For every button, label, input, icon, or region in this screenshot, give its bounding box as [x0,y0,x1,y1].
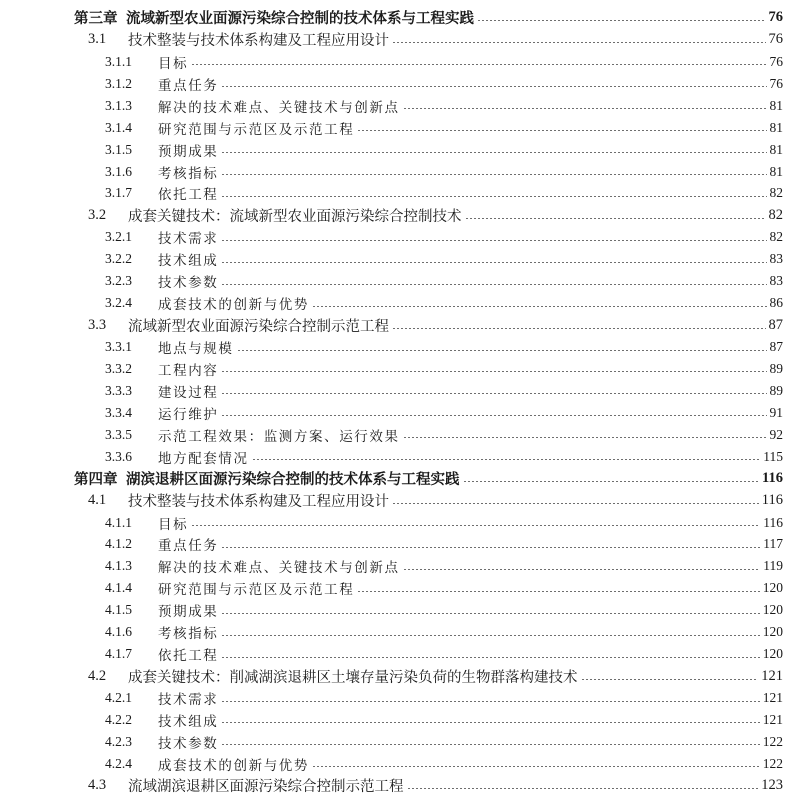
toc-entry-page-number: 122 [762,733,783,749]
toc-entry-level-3 [0,731,797,753]
toc-entry-page-number: 87 [769,339,783,355]
toc-entry-title: 依托工程 [158,648,219,664]
dot-leader [581,679,759,680]
dot-leader [221,86,766,87]
toc-entry-page-number: 119 [763,558,783,574]
dot-leader [221,371,766,372]
toc-entry-title: 技术整装与技术体系构建及工程应用设计 [128,33,389,50]
toc-entry-number: 4.1.2 [105,536,132,552]
toc-entry-title: 湖滨退耕区面源污染综合控制的技术体系与工程实践 [126,472,460,489]
toc-entry-title: 研究范围与示范区及示范工程 [158,582,355,598]
toc-entry-page-number: 121 [762,690,783,706]
toc-entry-page-number: 91 [769,404,783,420]
toc-entry-page-number: 120 [762,580,783,596]
dot-leader [477,20,766,21]
toc-entry-number: 3.1.1 [105,53,132,69]
dot-leader [221,196,766,197]
toc-entry-page-number: 82 [769,229,783,245]
toc-entry-level-2 [0,29,797,51]
toc-entry-number: 第四章 [74,472,118,489]
toc-entry-title: 技术需求 [158,692,219,708]
dot-leader [221,393,766,394]
toc-entry-number: 3.1.3 [105,97,132,113]
toc-entry-level-3 [0,687,797,709]
toc-entry-level-3 [0,270,797,292]
toc-entry-number: 4.2.2 [105,711,132,727]
toc-entry-page-number: 82 [768,206,783,223]
toc-entry-title: 工程内容 [158,362,219,378]
dot-leader [392,503,759,504]
toc-entry-title: 预期成果 [158,143,219,159]
toc-entry-title: 技术参数 [158,275,219,291]
toc-entry-title: 成套关键技术：削减湖滨退耕区土壤存量污染负荷的生物群落构建技术 [128,669,578,686]
toc-entry-title: 地点与规模 [158,341,234,357]
dot-leader [357,130,766,131]
toc-entry-page-number: 92 [769,426,783,442]
table-of-contents [0,7,797,797]
toc-entry-number: 3.1.4 [105,119,132,135]
toc-entry-page-number: 121 [761,667,783,684]
toc-entry-level-2 [0,665,797,687]
toc-entry-level-3 [0,95,797,117]
toc-entry-level-3 [0,51,797,73]
dot-leader [221,152,766,153]
toc-entry-number: 4.2 [88,667,107,684]
toc-entry-title: 技术组成 [158,253,219,269]
dot-leader [221,635,759,636]
toc-entry-page-number: 81 [769,119,783,135]
dot-leader [221,174,766,175]
toc-entry-level-2 [0,490,797,512]
toc-entry-page-number: 81 [769,141,783,157]
toc-entry-number: 4.3 [88,777,107,794]
toc-entry-level-3 [0,555,797,577]
dot-leader [221,415,766,416]
toc-entry-level-3 [0,358,797,380]
dot-leader [392,328,766,329]
toc-entry-level-3 [0,621,797,643]
toc-entry-level-3 [0,446,797,468]
toc-entry-level-3 [0,292,797,314]
toc-entry-page-number: 117 [763,536,783,552]
toc-entry-number: 4.1.7 [105,646,132,662]
toc-entry-title: 成套关键技术：流域新型农业面源污染综合控制技术 [128,208,462,225]
toc-entry-page-number: 122 [762,755,783,771]
toc-entry-number: 3.2 [88,206,107,223]
toc-entry-page-number: 115 [763,448,783,464]
dot-leader [191,64,766,65]
toc-entry-number: 3.3.3 [105,382,132,398]
toc-entry-page-number: 81 [769,97,783,113]
toc-entry-number: 第三章 [74,11,118,28]
toc-entry-level-3 [0,534,797,556]
toc-entry-number: 3.1.5 [105,141,132,157]
dot-leader [357,591,759,592]
toc-entry-title: 技术参数 [158,735,219,751]
toc-entry-title: 考核指标 [158,165,219,181]
toc-entry-title: 示范工程效果：监测方案、运行效果 [158,428,400,444]
toc-entry-level-3 [0,248,797,270]
toc-entry-level-1 [0,7,797,29]
toc-entry-page-number: 120 [762,646,783,662]
toc-entry-page-number: 123 [761,777,783,794]
toc-entry-level-3 [0,599,797,621]
dot-leader [221,284,766,285]
toc-entry-level-3 [0,226,797,248]
toc-entry-page-number: 76 [768,31,783,48]
dot-leader [252,459,761,460]
toc-entry-title: 技术整装与技术体系构建及工程应用设计 [128,494,389,511]
dot-leader [465,218,766,219]
toc-entry-number: 4.1.6 [105,624,132,640]
toc-entry-number: 4.1.1 [105,514,132,530]
toc-entry-page-number: 120 [762,602,783,618]
toc-entry-number: 3.1.7 [105,185,132,201]
toc-entry-number: 3.3.5 [105,426,132,442]
toc-entry-number: 3.2.2 [105,251,132,267]
toc-entry-level-3 [0,183,797,205]
dot-leader [221,547,760,548]
toc-entry-level-3 [0,643,797,665]
toc-entry-number: 4.1.5 [105,602,132,618]
toc-entry-number: 3.3 [88,316,107,333]
toc-entry-page-number: 120 [762,624,783,640]
toc-entry-title: 流域湖滨退耕区面源污染综合控制示范工程 [128,779,404,796]
toc-entry-title: 地方配套情况 [158,450,249,466]
dot-leader [312,766,760,767]
toc-entry-level-3 [0,577,797,599]
toc-entry-level-3 [0,139,797,161]
dot-leader [221,657,759,658]
toc-entry-title: 重点任务 [158,538,219,554]
toc-entry-page-number: 121 [762,711,783,727]
toc-entry-page-number: 116 [763,514,783,530]
toc-entry-level-3 [0,73,797,95]
toc-entry-title: 解决的技术难点、关键技术与创新点 [158,99,400,115]
dot-leader [221,744,759,745]
toc-entry-title: 流域新型农业面源污染综合控制的技术体系与工程实践 [126,11,474,28]
toc-entry-level-3 [0,336,797,358]
toc-entry-page-number: 81 [769,163,783,179]
toc-entry-title: 考核指标 [158,626,219,642]
toc-entry-page-number: 83 [769,273,783,289]
toc-entry-title: 成套技术的创新与优势 [158,297,309,313]
dot-leader [407,788,759,789]
dot-leader [392,42,766,43]
dot-leader [237,350,767,351]
toc-entry-title: 重点任务 [158,77,219,93]
dot-leader [403,108,767,109]
dot-leader [403,437,767,438]
toc-entry-number: 3.2.1 [105,229,132,245]
toc-entry-page-number: 116 [762,470,783,487]
toc-entry-number: 3.3.4 [105,404,132,420]
toc-entry-number: 4.2.1 [105,690,132,706]
toc-entry-page-number: 82 [769,185,783,201]
toc-entry-page-number: 83 [769,251,783,267]
toc-entry-level-1 [0,468,797,490]
toc-entry-title: 建设过程 [158,384,219,400]
toc-entry-number: 4.1.3 [105,558,132,574]
toc-entry-number: 4.1 [88,492,107,509]
toc-entry-title: 依托工程 [158,187,219,203]
toc-entry-title: 运行维护 [158,406,219,422]
toc-entry-level-3 [0,380,797,402]
toc-entry-number: 4.2.3 [105,733,132,749]
toc-entry-level-3 [0,117,797,139]
toc-entry-level-2 [0,314,797,336]
toc-entry-level-3 [0,161,797,183]
toc-entry-title: 技术需求 [158,231,219,247]
toc-entry-number: 3.1 [88,31,107,48]
toc-entry-page-number: 89 [769,382,783,398]
dot-leader [191,525,760,526]
dot-leader [221,701,759,702]
toc-entry-number: 3.3.1 [105,339,132,355]
toc-entry-title: 成套技术的创新与优势 [158,757,309,773]
toc-entry-page-number: 87 [768,316,783,333]
toc-entry-level-3 [0,709,797,731]
toc-entry-title: 技术组成 [158,713,219,729]
toc-entry-number: 3.1.6 [105,163,132,179]
toc-entry-title: 预期成果 [158,604,219,620]
dot-leader [221,722,759,723]
toc-entry-page-number: 76 [769,53,783,69]
toc-entry-number: 4.1.4 [105,580,132,596]
toc-entry-number: 3.2.4 [105,295,132,311]
dot-leader [463,481,760,482]
toc-entry-level-3 [0,512,797,534]
toc-entry-title: 流域新型农业面源污染综合控制示范工程 [128,318,389,335]
toc-entry-title: 目标 [158,55,189,71]
toc-entry-level-3 [0,424,797,446]
toc-entry-page-number: 86 [769,295,783,311]
toc-entry-title: 目标 [158,516,189,532]
toc-entry-page-number: 76 [769,75,783,91]
toc-entry-number: 4.2.4 [105,755,132,771]
toc-entry-number: 3.3.6 [105,448,132,464]
toc-entry-level-2 [0,775,797,797]
dot-leader [312,306,767,307]
toc-entry-number: 3.3.2 [105,360,132,376]
dot-leader [221,613,759,614]
dot-leader [221,262,766,263]
toc-entry-page-number: 116 [761,492,783,509]
toc-entry-number: 3.2.3 [105,273,132,289]
dot-leader [403,569,761,570]
toc-entry-page-number: 89 [769,360,783,376]
toc-entry-number: 3.1.2 [105,75,132,91]
toc-entry-title: 解决的技术难点、关键技术与创新点 [158,560,400,576]
toc-entry-title: 研究范围与示范区及示范工程 [158,121,355,137]
toc-entry-level-2 [0,204,797,226]
toc-entry-page-number: 76 [768,9,783,26]
dot-leader [221,240,766,241]
toc-entry-level-3 [0,753,797,775]
toc-entry-level-3 [0,402,797,424]
